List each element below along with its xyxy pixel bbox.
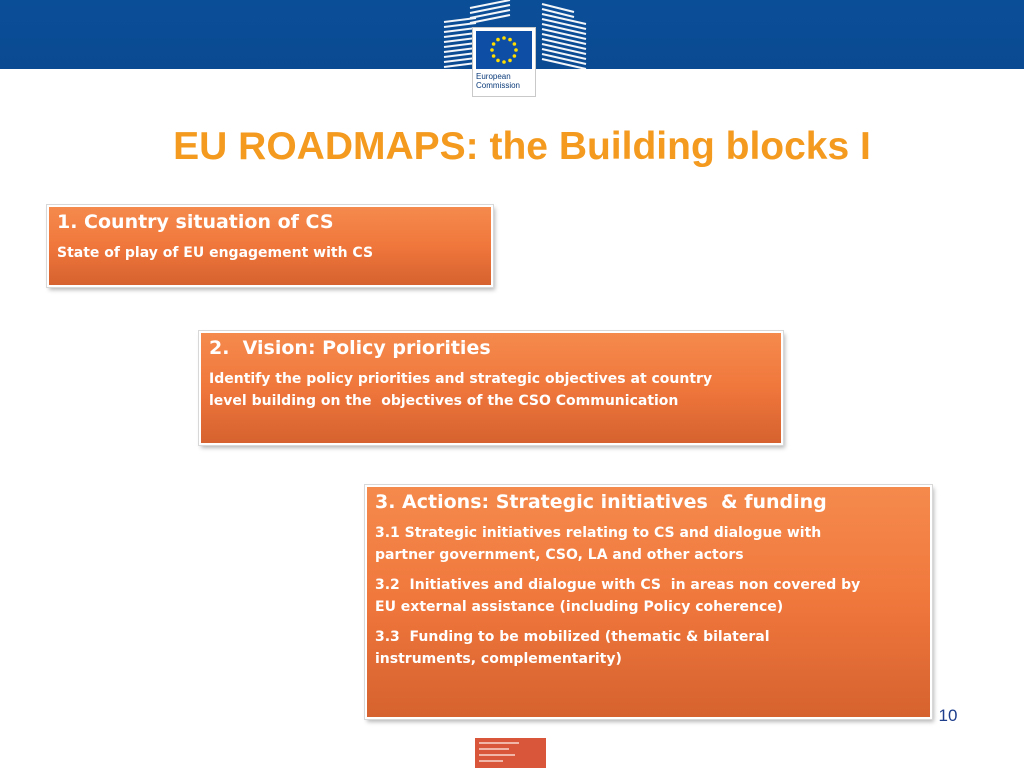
- logo-wordmark: [476, 72, 520, 90]
- logo-tile: [472, 27, 536, 97]
- page-title: EU ROADMAPS: the Building blocks I: [173, 125, 871, 168]
- logo-line-1: European: [476, 72, 511, 81]
- block-heading: 1. Country situation of CS: [57, 211, 334, 233]
- european-commission-logo: [440, 0, 590, 100]
- block-text: 3.3 Funding to be mobilized (thematic & bilateral instruments, complementarity): [375, 629, 770, 667]
- block-text: 3.2 Initiatives and dialogue with CS in areas non covered by EU external assistance (including Policy coherence): [375, 577, 861, 615]
- building-block-vision: [199, 331, 783, 445]
- footer-thumbnail: [475, 738, 546, 768]
- eu-flag-icon: [476, 31, 532, 69]
- block-text: 3.1 Strategic initiatives relating to CS and dialogue with partner government, CSO, LA and other actors: [375, 525, 822, 563]
- block-heading: 3. Actions: Strategic initiatives & funding: [375, 491, 827, 513]
- building-block-country-situation: [47, 205, 493, 287]
- logo-line-2: Commission: [476, 81, 521, 90]
- block-heading: 2. Vision: Policy priorities: [209, 337, 491, 359]
- block-text: State of play of EU engagement with CS: [57, 245, 374, 261]
- building-block-actions: [365, 485, 932, 719]
- block-text: Identify the policy priorities and strategic objectives at country level building on the objectives of the CSO Communication: [209, 371, 713, 409]
- page-number: 10: [938, 706, 958, 725]
